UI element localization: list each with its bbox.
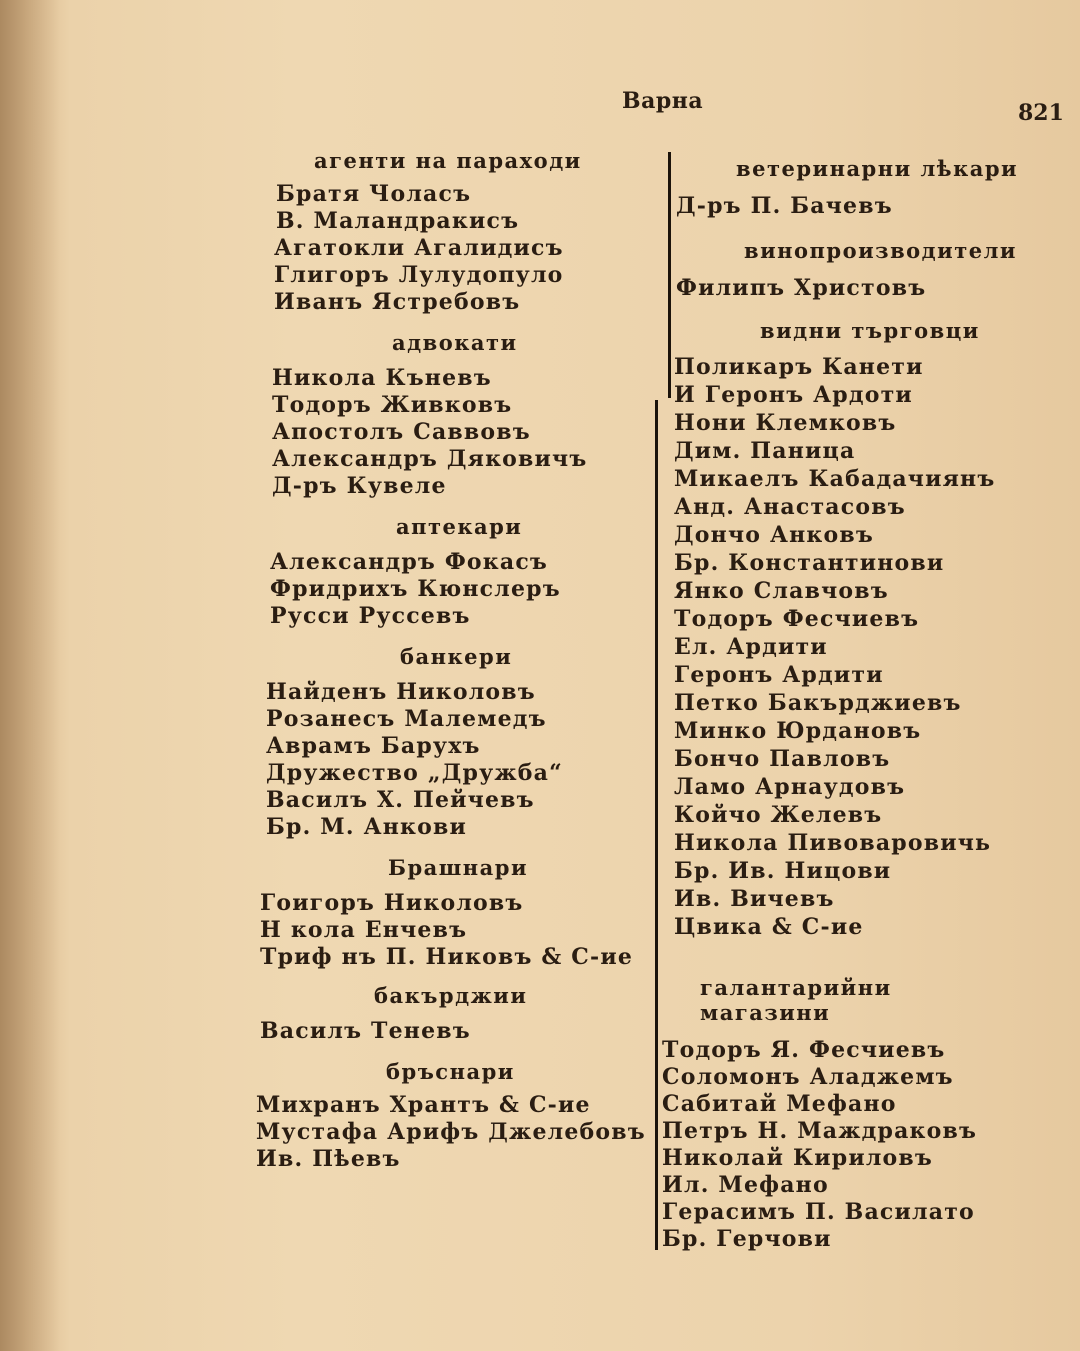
- list-item: И Геронъ Ардоти: [674, 382, 913, 408]
- list-item: Герасимъ П. Василато: [662, 1199, 975, 1225]
- list-item: Тодоръ Я. Фесчиевъ: [662, 1037, 946, 1063]
- section-coppersmiths: [256, 983, 636, 1045]
- section-heading: бръснари: [386, 1059, 515, 1084]
- page-gutter-shadow: [0, 0, 60, 1351]
- list-item: Койчо Желевъ: [674, 802, 883, 828]
- section-lawyers: [256, 330, 636, 500]
- column-rule-lower: [655, 400, 658, 1250]
- list-item: Фридрихъ Кюнслеръ: [270, 576, 561, 602]
- list-item: Глигоръ Лулудопуло: [274, 262, 564, 288]
- list-item: Тодоръ Фесчиевъ: [674, 606, 920, 632]
- list-item: Никола Къневъ: [272, 365, 492, 391]
- list-item: Д-ръ Кувеле: [272, 473, 447, 499]
- page-number: 821: [1018, 100, 1064, 126]
- list-item: Агатокли Агалидисъ: [274, 235, 564, 261]
- section-heading: агенти на параходи: [314, 148, 582, 173]
- list-item: Ив. Пѣевъ: [256, 1146, 401, 1172]
- list-item: Ел. Ардити: [674, 634, 828, 660]
- list-item: Янко Славчовъ: [674, 578, 889, 604]
- list-item: Аврамъ Барухъ: [266, 733, 481, 759]
- list-item: Ив. Вичевъ: [674, 886, 835, 912]
- list-item: Ламо Арнаудовъ: [674, 774, 906, 800]
- section-heading: адвокати: [392, 330, 518, 355]
- list-item: Василъ Х. Пейчевъ: [266, 787, 535, 813]
- list-item: Дружество „Дружба“: [266, 760, 563, 786]
- section-haberdashery-shops: [660, 975, 1020, 1253]
- section-bankers: [256, 644, 636, 841]
- list-item: Найденъ Николовъ: [266, 679, 536, 705]
- list-item: Анд. Анастасовъ: [674, 494, 906, 520]
- section-veterinarians: [660, 156, 1020, 220]
- list-item: Триф нъ П. Никовъ & С-ие: [260, 944, 634, 970]
- left-column: [256, 140, 646, 1173]
- section-shipping-agents: [256, 148, 636, 316]
- section-heading: винопроизводители: [744, 238, 1018, 263]
- list-item: Ил. Мефано: [662, 1172, 829, 1198]
- section-winemakers: [660, 238, 1020, 302]
- list-item: Бр. Герчови: [662, 1226, 832, 1252]
- list-item: Н кола Енчевъ: [260, 917, 468, 943]
- list-item: Розанесъ Малемедъ: [266, 706, 547, 732]
- list-item: Петръ Н. Маждраковъ: [662, 1118, 978, 1144]
- section-heading: галантарийни магазини: [700, 975, 892, 1025]
- list-item: Дончо Анковъ: [674, 522, 874, 548]
- list-item: Д-ръ П. Бачевъ: [676, 193, 893, 219]
- list-item: Сабитай Мефано: [662, 1091, 897, 1117]
- list-item: Бр. Константинови: [674, 550, 945, 576]
- list-item: Нони Клемковъ: [674, 410, 897, 436]
- list-item: Николай Кириловъ: [662, 1145, 933, 1171]
- list-item: Геронъ Ардити: [674, 662, 884, 688]
- list-item: Бр. Ив. Ницови: [674, 858, 892, 884]
- list-item: Мустафа Арифъ Джелебовъ: [256, 1119, 646, 1145]
- section-barbers: [256, 1059, 646, 1173]
- list-item: Бр. М. Анкови: [266, 814, 467, 840]
- section-flour-merchants: [256, 855, 636, 971]
- section-heading: видни търговци: [760, 318, 980, 343]
- list-item: Петко Бакърджиевъ: [674, 690, 962, 716]
- section-heading: ветеринарни лѣкари: [736, 156, 1019, 181]
- section-heading: аптекари: [396, 514, 523, 539]
- list-item: Дим. Паница: [674, 438, 856, 464]
- list-item: Иванъ Ястребовъ: [274, 289, 521, 315]
- list-item: Гоигоръ Николовъ: [260, 890, 524, 916]
- list-item: Михранъ Хрантъ & С-ие: [256, 1092, 591, 1118]
- list-item: Минко Юрдановъ: [674, 718, 922, 744]
- list-item: Цвика & С-ие: [674, 914, 864, 940]
- list-item: Василъ Теневъ: [260, 1018, 471, 1044]
- section-heading: банкери: [400, 644, 513, 669]
- list-item: Микаелъ Кабадачиянъ: [674, 466, 996, 492]
- section-prominent-merchants: [660, 318, 1020, 941]
- section-pharmacists: [256, 514, 636, 630]
- right-column: [660, 150, 1020, 1253]
- list-item: Поликаръ Канети: [674, 354, 924, 380]
- list-item: Апостолъ Саввовъ: [272, 419, 531, 445]
- list-item: Бончо Павловъ: [674, 746, 891, 772]
- section-heading: Брашнари: [388, 855, 529, 880]
- list-item: Братя Чоласъ: [276, 181, 472, 207]
- list-item: Русси Руссевъ: [270, 603, 471, 629]
- list-item: Тодоръ Живковъ: [272, 392, 513, 418]
- list-item: Соломонъ Аладжемъ: [662, 1064, 954, 1090]
- list-item: В. Маландракисъ: [276, 208, 520, 234]
- list-item: Александръ Дяковичъ: [272, 446, 588, 472]
- list-item: Филипъ Христовъ: [676, 275, 927, 301]
- page-title: Варна: [622, 88, 704, 114]
- list-item: Александръ Фокасъ: [270, 549, 549, 575]
- list-item: Никола Пивоваровичь: [674, 830, 992, 856]
- section-heading: бакърджии: [374, 983, 528, 1008]
